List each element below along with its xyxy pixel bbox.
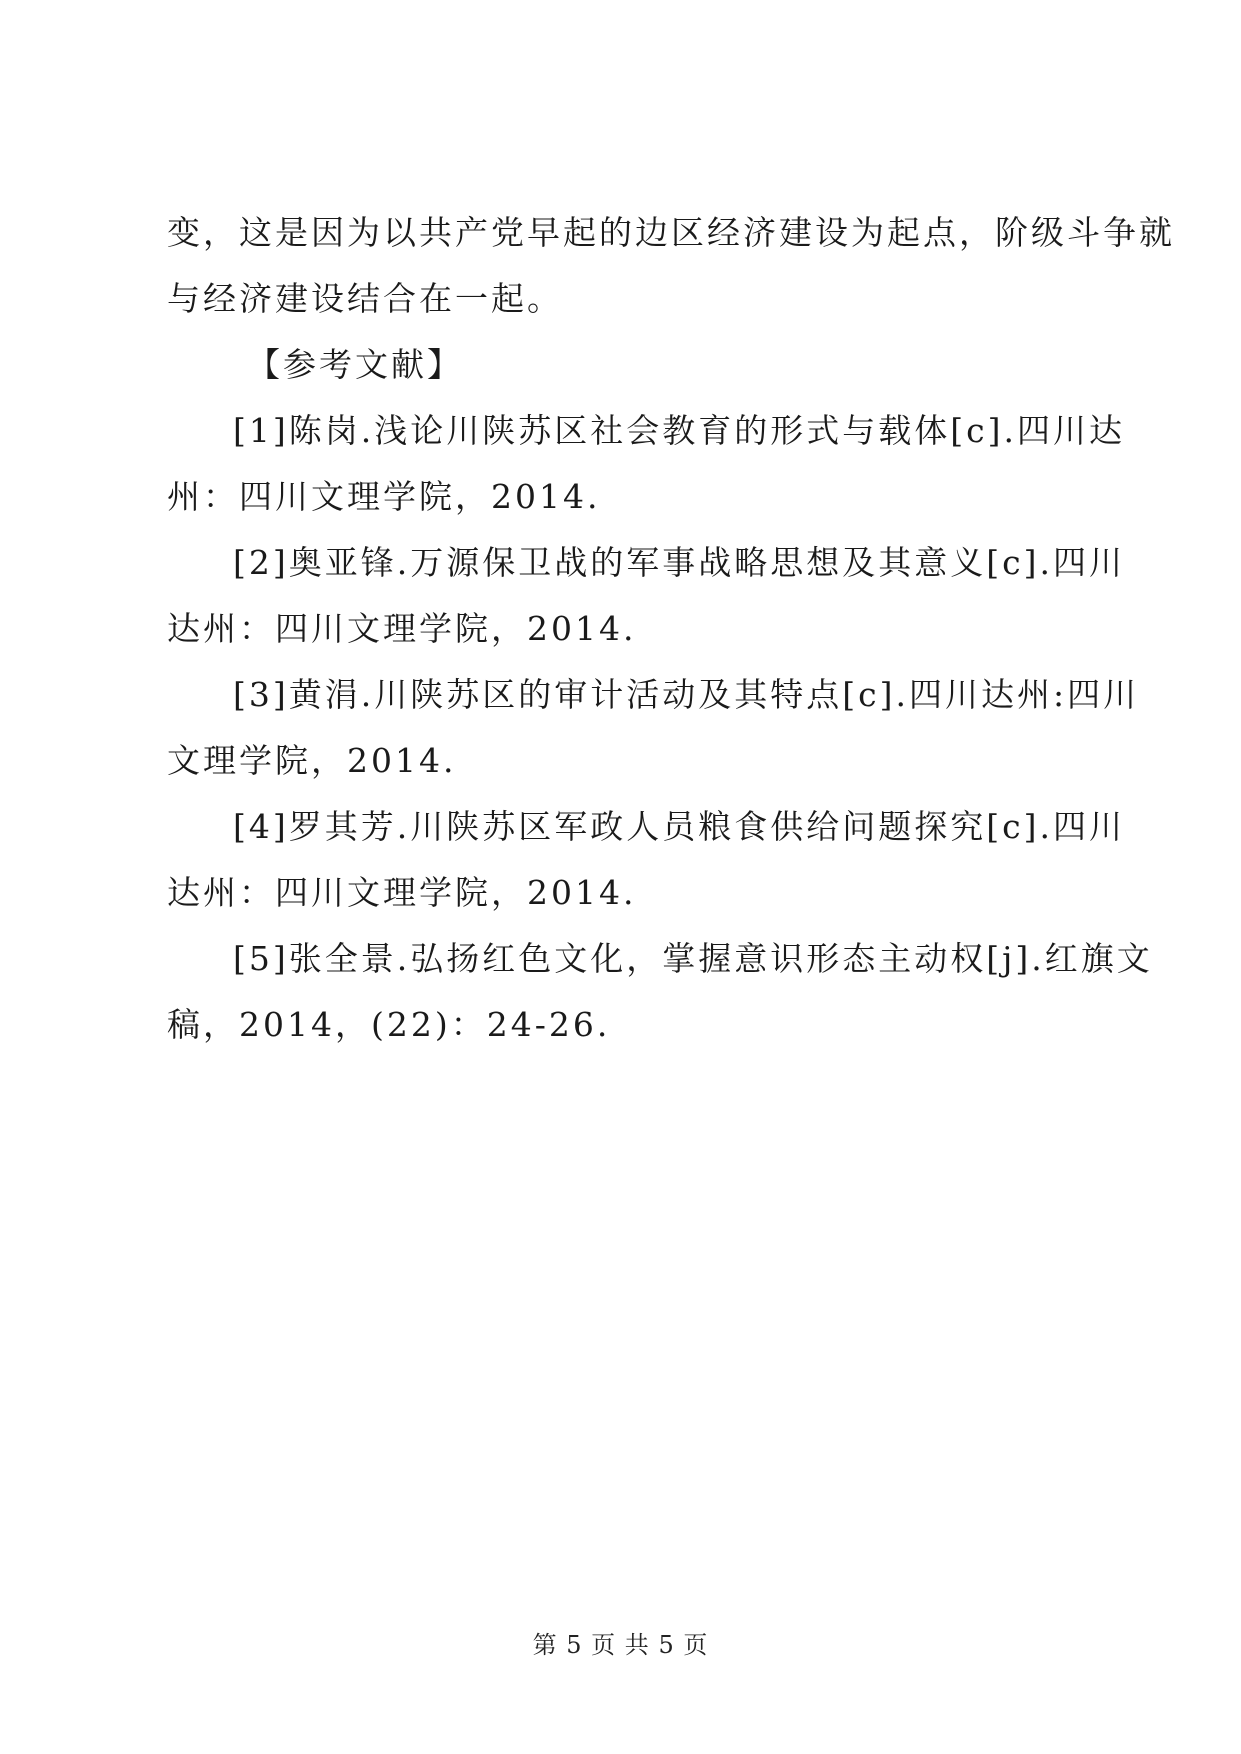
- reference-item-3: [167, 662, 1140, 794]
- body-text: [167, 200, 1175, 1058]
- reference-item-2: [167, 530, 1125, 662]
- reference-item-1: [167, 398, 1125, 530]
- paragraph-continuation-line-1: 变，这是因为以共产党早起的边区经济建设为起点，阶级斗争就: [167, 213, 1175, 252]
- reference-5-line-1: [5]张全景.弘扬红色文化，掌握意识形态主动权[j].红旗文: [233, 939, 1153, 978]
- reference-item-4: [167, 794, 1125, 926]
- reference-4-line-1: [4]罗其芳.川陕苏区军政人员粮食供给问题探究[c].四川: [233, 807, 1125, 846]
- reference-2-line-2: 达州：四川文理学院，2014.: [167, 609, 637, 648]
- reference-1-line-2: 州：四川文理学院，2014.: [167, 477, 601, 516]
- references-heading: 【参考文献】: [247, 345, 463, 384]
- reference-3-line-1: [3]黄涓.川陕苏区的审计活动及其特点[c].四川达州:四川: [233, 675, 1140, 714]
- reference-2-line-1: [2]奥亚锋.万源保卫战的军事战略思想及其意义[c].四川: [233, 543, 1125, 582]
- paragraph-continuation-line-2: 与经济建设结合在一起。: [167, 279, 563, 318]
- reference-3-line-2: 文理学院，2014.: [167, 741, 457, 780]
- reference-item-5: [167, 926, 1153, 1058]
- reference-4-line-2: 达州：四川文理学院，2014.: [167, 873, 637, 912]
- page-number-footer: 第 5 页 共 5 页: [532, 1631, 709, 1659]
- reference-1-line-1: [1]陈岗.浅论川陕苏区社会教育的形式与载体[c].四川达: [233, 411, 1125, 450]
- reference-5-line-2: 稿，2014，(22)：24-26.: [167, 1005, 611, 1044]
